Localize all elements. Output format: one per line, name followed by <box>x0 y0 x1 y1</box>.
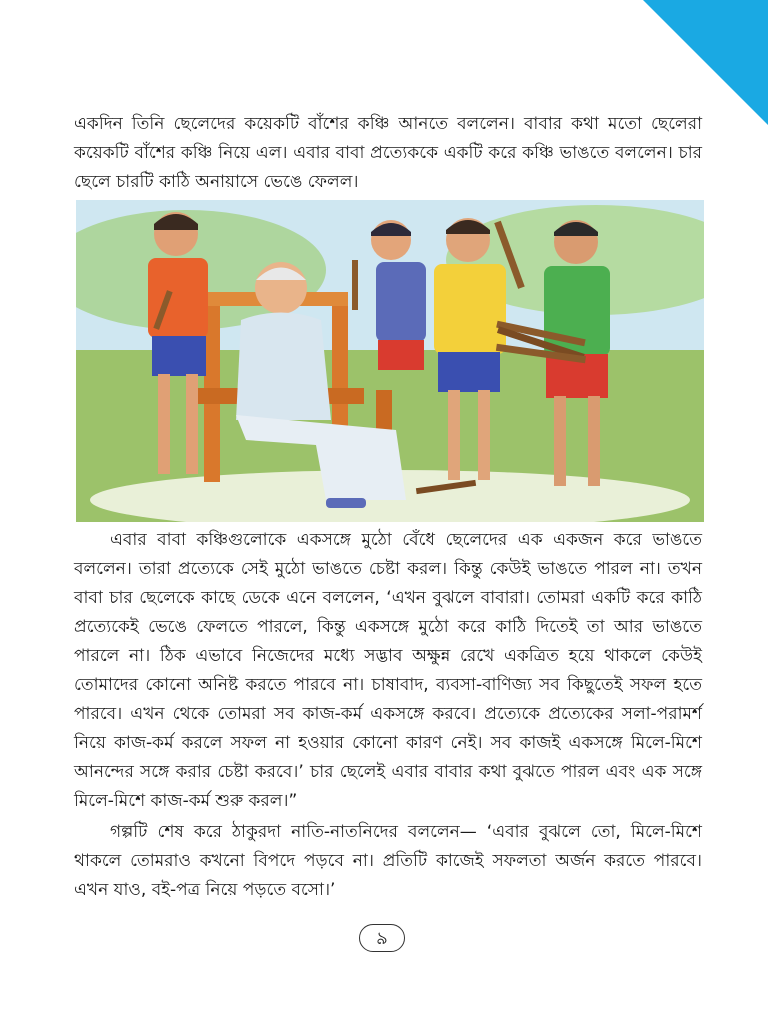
paragraph-intro: একদিন তিনি ছেলেদের কয়েকটি বাঁশের কঞ্চি আনতে বললেন। বাবার কথা মতো ছেলেরা কয়েকটি বাঁশের কঞ্চি নিয়ে এল। এবার বাবা প্রত্যেককে একটি করে কঞ্চি ভাঙতে বললেন। চার ছেলে চারটি কাঠি অনায়াসে ভেঙে ফেলল। <box>74 114 702 192</box>
corner-decoration <box>643 0 768 125</box>
paragraph-story: এবার বাবা কঞ্চিগুলোকে একসঙ্গে মুঠো বেঁধে ছেলেদের এক একজন করে ভাঙতে বললেন। তারা প্রত্যেকে সেই মুঠো ভাঙতে চেষ্টা করল। কিন্তু কেউই ভাঙতে পারল না। তখন বাবা চার ছেলেকে কাছে ডেকে এনে বললেন, ‘এখন বুঝলে বাবারা। তোমরা একটি করে কাঠি প্রত্যেকেই ভেঙে ফেলতে পারলে, কিন্তু একসঙ্গে মুঠো করে কাঠি দিতেই তা আর ভাঙতে পারলে না। ঠিক এভাবে নিজেদের মধ্যে সদ্ভাব অক্ষুন্ন রেখে একত্রিত হয়ে থাকলে কেউই তোমাদের কোনো অনিষ্ট করতে পারবে না। চাষাবাদ, ব্যবসা-বাণিজ্য সব কিছুতেই সফল হতে পারবে। এখন থেকে তোমরা সব কাজ-কর্ম একসঙ্গে করবে। প্রত্যেকে প্রত্যেকের সলা-পরামর্শ নিয়ে কাজ-কর্ম করলে সফল না হওয়ার কোনো কারণ নেই। সব কাজই একসঙ্গে মিলে-মিশে আনন্দের সঙ্গে করার চেষ্টা করবে।’ চার ছেলেই এবার বাবার কথা বুঝতে পারল এবং এক সঙ্গে মিলে-মিশে কাজ-কর্ম শুরু করল।” <box>74 530 702 811</box>
page-number: ৯ <box>359 924 405 952</box>
paragraph-conclusion: গল্পটি শেষ করে ঠাকুরদা নাতি-নাতনিদের বললেন— ‘এবার বুঝলে তো, মিলে-মিশে থাকলে তোমরাও কখনো বিপদে পড়বে না। প্রতিটি কাজেই সফলতা অর্জন করতে পারবে। এখন যাও, বই-পত্র নিয়ে পড়তে বসো।’ <box>74 822 702 900</box>
story-illustration <box>76 200 704 522</box>
